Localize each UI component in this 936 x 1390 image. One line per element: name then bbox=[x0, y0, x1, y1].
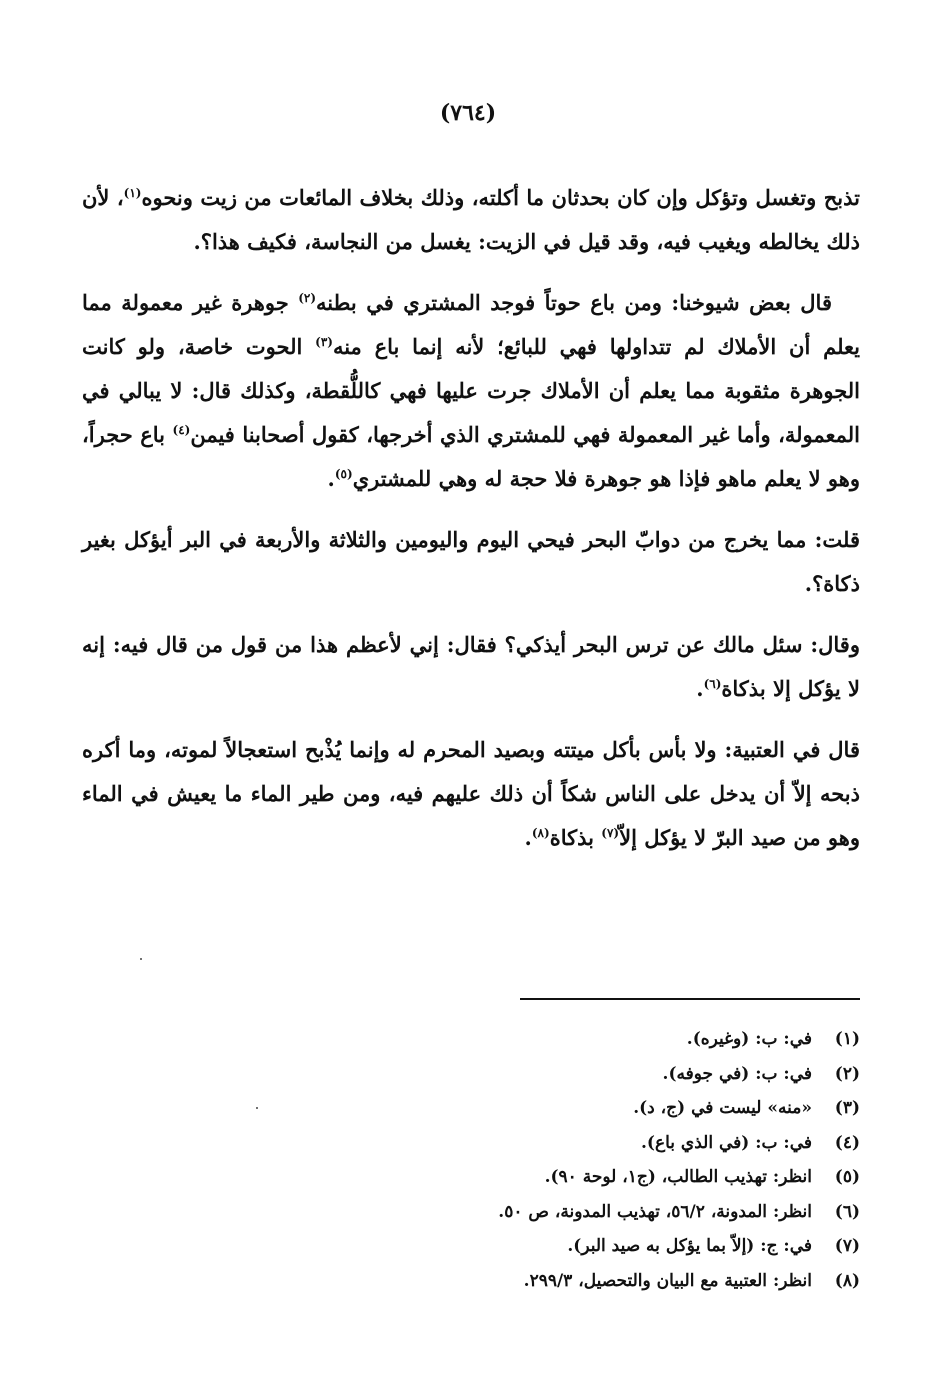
main-text bbox=[82, 176, 860, 877]
footnote-text: انظر: تهذيب الطالب، (ج١، لوحة ٩٠). bbox=[544, 1167, 812, 1188]
footnotes bbox=[340, 1022, 860, 1298]
footnote-number: (١) bbox=[834, 1029, 860, 1050]
text-segment: وقال: سئل مالك عن ترس البحر أيذكي؟ فقال: إني لأعظم هذا من قول من قال فيه: إنه لا يؤكل إلا بذكاة bbox=[82, 632, 860, 701]
footnote-text: في: ب: (وغيره). bbox=[686, 1029, 812, 1050]
text-segment: . bbox=[327, 466, 335, 491]
footnote-ref: (٢) bbox=[298, 291, 317, 305]
footnote-ref: (٥) bbox=[334, 467, 353, 481]
footnote-number: (٢) bbox=[834, 1063, 860, 1084]
footnote bbox=[340, 1160, 860, 1195]
footnote bbox=[340, 1057, 860, 1092]
footnote bbox=[340, 1126, 860, 1161]
footnote bbox=[340, 1022, 860, 1057]
paragraph bbox=[82, 728, 860, 860]
footnote-text: انظر: المدونة، ٥٦/٢، تهذيب المدونة، ص ٥٠. bbox=[498, 1201, 812, 1222]
footnote-number: (٥) bbox=[834, 1167, 860, 1188]
footnote-ref: (٤) bbox=[172, 423, 191, 437]
text-segment: الحوت خاصة، ولو كانت الجوهرة مثقوبة مما يعلم أن الأملاك جرت عليها فهي كاللُّقطة، وكذلك قال: لا يبالي في المعمولة، وأما غير المعمولة فهي للمشتري الذي أخرجها، كقول أصحابنا فيمن bbox=[82, 334, 860, 447]
footnote bbox=[340, 1195, 860, 1230]
footnote-text: «منه» ليست في (ج، د). bbox=[633, 1098, 812, 1119]
footnote bbox=[340, 1091, 860, 1126]
scan-speck bbox=[140, 958, 142, 960]
footnote bbox=[340, 1229, 860, 1264]
footnote-number: (٨) bbox=[834, 1270, 860, 1291]
footnote-number: (٣) bbox=[834, 1098, 860, 1119]
text-segment: . bbox=[696, 676, 704, 701]
footnote bbox=[340, 1264, 860, 1299]
paragraph bbox=[82, 176, 860, 264]
text-segment: تذبح وتغسل وتؤكل وإن كان بحدثان ما أكلته، وذلك بخلاف المائعات من زيت ونحوه bbox=[141, 185, 860, 210]
text-segment: قال بعض شيوخنا: ومن باع حوتاً فوجد المشتري في بطنه bbox=[316, 290, 832, 315]
text-segment: جوهرة غير معمولة مما يعلم أن الأملاك لم تتداولها فهي للبائع؛ لأنه إنما باع منه bbox=[82, 290, 860, 359]
footnote-ref: (٦) bbox=[703, 677, 722, 691]
page-number: (٧٦٤) bbox=[439, 100, 497, 126]
paragraph bbox=[82, 518, 860, 606]
footnote-ref: (٣) bbox=[315, 335, 333, 349]
footnote-number: (٤) bbox=[834, 1132, 860, 1153]
text-segment: قلت: مما يخرج من دوابّ البحر فيحي اليوم واليومين والثلاثة والأربعة في البر أيؤكل بغير ذكاة؟. bbox=[82, 527, 860, 596]
footnote-text: في: ج: (إلاّ بما يؤكل به صيد البر). bbox=[567, 1236, 812, 1257]
text-segment: ، لأن ذلك يخالطه ويغيب فيه، وقد قيل في الزيت: يغسل من النجاسة، فكيف هذا؟. bbox=[82, 185, 860, 254]
footnote-text: في: ب: (في جوفه). bbox=[662, 1063, 812, 1084]
footnote-text: انظر: العتبية مع البيان والتحصيل، ٢٩٩/٣. bbox=[523, 1270, 812, 1291]
text-segment: . bbox=[524, 825, 532, 850]
text-segment: قال في العتبية: ولا بأس بأكل ميتته وبصيد المحرم له وإنما يُذْبح استعجالاً لموته، وما أكره ذبحه إلاّ أن يدخل على الناس شكاً أن ذلك عليهم فيه، ومن طير الماء ما يعيش في الماء وهو من صيد البرّ لا يؤكل إلاّ bbox=[82, 737, 860, 850]
footnote-number: (٧) bbox=[834, 1236, 860, 1257]
paragraph bbox=[82, 623, 860, 711]
footnote-ref: (٧) bbox=[601, 826, 620, 840]
text-segment: بذكاة bbox=[549, 825, 602, 850]
footnote-ref: (٨) bbox=[531, 826, 550, 840]
text-segment: باع حجراً، وهو لا يعلم ماهو فإذا هو جوهرة فلا حجة له وهي للمشتري bbox=[82, 422, 860, 491]
footnote-divider bbox=[520, 998, 860, 1000]
footnote-ref: (١) bbox=[123, 186, 142, 200]
scan-speck bbox=[256, 1107, 258, 1109]
paragraph bbox=[82, 281, 860, 501]
footnote-number: (٦) bbox=[834, 1201, 860, 1222]
footnote-text: في: ب: (في الذي باع). bbox=[640, 1132, 812, 1153]
